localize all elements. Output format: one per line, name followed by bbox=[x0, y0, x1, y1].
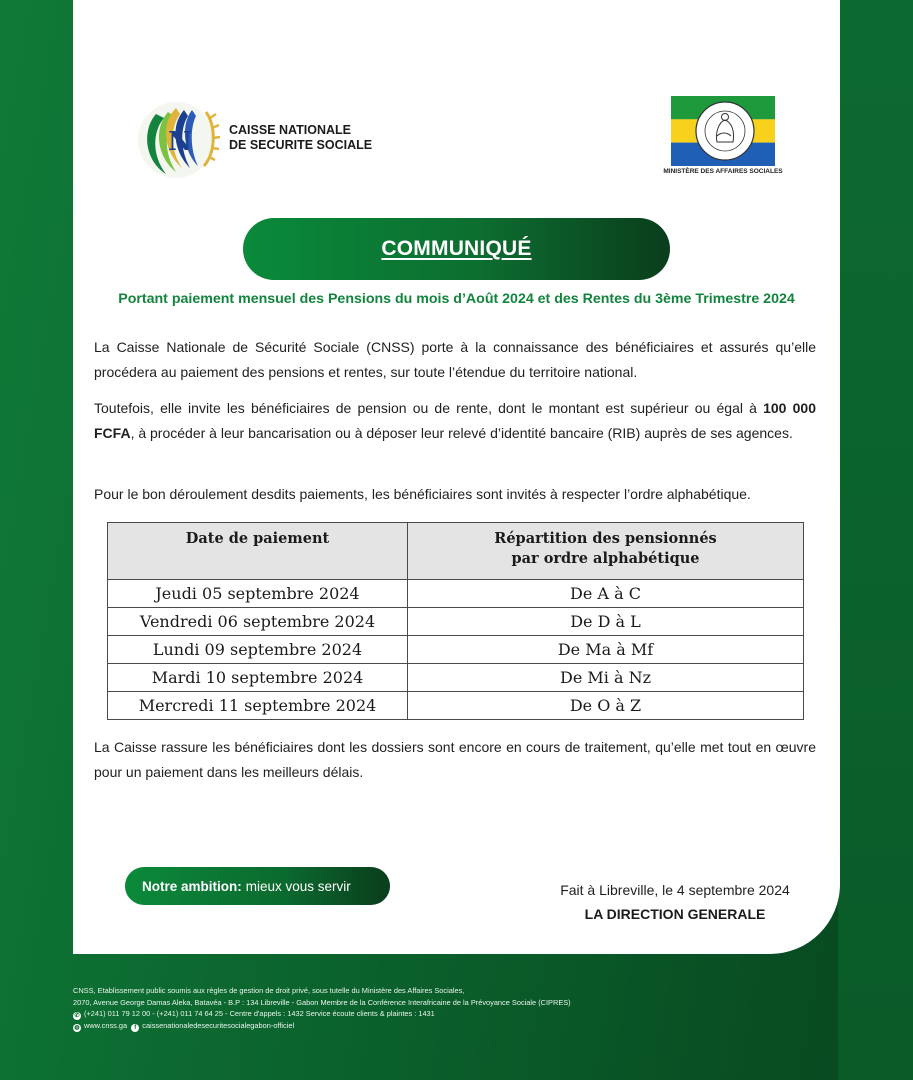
footer-line4 bbox=[73, 1020, 833, 1032]
paragraph-order: Pour le bon déroulement desdits paiements, les bénéficiaires sont invités à respecter l’ordre alphabétique. bbox=[94, 486, 751, 502]
payment-date-cell: Mardi 10 septembre 2024 bbox=[108, 664, 408, 692]
table-row bbox=[108, 664, 804, 692]
communique-subtitle: Portant paiement mensuel des Pensions du mois d’Août 2024 et des Rentes du 3ème Trimestre 2024 bbox=[118, 291, 795, 307]
ambition-pill bbox=[125, 867, 390, 905]
header-distribution-line1: Répartition des pensionnés bbox=[494, 530, 717, 547]
paragraph-intro: La Caisse Nationale de Sécurité Sociale (CNSS) porte à la connaissance des bénéficiaires et assurés qu’elle procédera au paiement des pensions et rentes, sur toute l’étendue du territoire national. bbox=[94, 339, 816, 380]
alpha-range-cell: De D à L bbox=[408, 608, 804, 636]
cnss-name bbox=[229, 123, 372, 153]
payment-schedule-table bbox=[107, 522, 804, 720]
footer-facebook[interactable]: caissenationaledesecuritesocialegabon-officiel bbox=[142, 1021, 295, 1031]
alpha-range-cell: De Mi à Nz bbox=[408, 664, 804, 692]
amount-threshold: 100 000 FCFA bbox=[94, 400, 816, 441]
communique-banner bbox=[243, 218, 670, 280]
alpha-range-cell: De A à C bbox=[408, 580, 804, 608]
payment-date-cell: Mercredi 11 septembre 2024 bbox=[108, 692, 408, 720]
ambition-text: mieux vous servir bbox=[245, 878, 351, 894]
right-green-bar bbox=[838, 0, 913, 1080]
footer-website[interactable]: www.cnss.ga bbox=[84, 1021, 128, 1031]
table-row bbox=[108, 636, 804, 664]
ministry-label: MINISTÈRE DES AFFAIRES SOCIALES bbox=[663, 168, 783, 175]
header-distribution-line2: par ordre alphabétique bbox=[511, 550, 700, 567]
paragraph-banking bbox=[94, 396, 816, 446]
table-row bbox=[108, 692, 804, 720]
svg-text:N: N bbox=[168, 127, 192, 157]
alpha-range-cell: De Ma à Mf bbox=[408, 636, 804, 664]
paragraph-reassurance: La Caisse rassure les bénéficiaires dont les dossiers sont encore en cours de traitement, qu’elle met tout en œuvre pour un paiement dans les meilleurs délais. bbox=[94, 739, 816, 780]
signature-place-date: Fait à Libreville, le 4 septembre 2024 bbox=[560, 882, 790, 898]
cnss-name-line2: DE SECURITE SOCIALE bbox=[229, 138, 373, 152]
table-row bbox=[108, 580, 804, 608]
globe-icon: ◍ bbox=[74, 1025, 80, 1032]
payment-date-cell: Lundi 09 septembre 2024 bbox=[108, 636, 408, 664]
facebook-icon: f bbox=[131, 1024, 139, 1032]
paragraph-banking-end: , à procéder à leur bancarisation ou à déposer leur relevé d’identité bancaire (RIB) auprès de ses agences. bbox=[130, 425, 793, 441]
footer-line1: CNSS, Etablissement public soumis aux règles de gestion de droit privé, sous tutelle du Ministère des Affaires Sociales, bbox=[73, 986, 465, 995]
table-row bbox=[108, 608, 804, 636]
footer bbox=[73, 985, 833, 1032]
ambition-label: Notre ambition: bbox=[142, 878, 242, 894]
cnss-name-line1: CAISSE NATIONALE bbox=[229, 123, 351, 137]
payment-date-cell: Vendredi 06 septembre 2024 bbox=[108, 608, 408, 636]
footer-phone: (+241) 011 79 12 00 - (+241) 011 74 64 25 - Centre d'appels : 1432 Service écoute clients & plaintes : 1431 bbox=[84, 1009, 435, 1019]
phone-icon: ✆ bbox=[74, 1013, 80, 1020]
table-header-row bbox=[108, 523, 804, 580]
header-payment-date: Date de paiement bbox=[108, 523, 408, 580]
signature-direction: LA DIRECTION GENERALE bbox=[584, 906, 766, 922]
cnss-logo bbox=[134, 94, 224, 184]
communique-title: COMMUNIQUÉ bbox=[381, 237, 532, 260]
footer-line3 bbox=[73, 1008, 833, 1020]
paragraph-banking-start: Toutefois, elle invite les bénéficiaires de pension ou de rente, dont le montant est supérieur ou égal à bbox=[94, 400, 764, 416]
gabon-flag-seal bbox=[671, 96, 775, 166]
alpha-range-cell: De O à Z bbox=[408, 692, 804, 720]
footer-line2: 2070, Avenue George Damas Aleka, Batavéa - B.P : 134 Libreville - Gabon Membre de la Conférence Interafricaine de la Prévoyance Sociale (CIPRES) bbox=[73, 997, 571, 1007]
payment-date-cell: Jeudi 05 septembre 2024 bbox=[108, 580, 408, 608]
header-distribution bbox=[408, 523, 804, 580]
